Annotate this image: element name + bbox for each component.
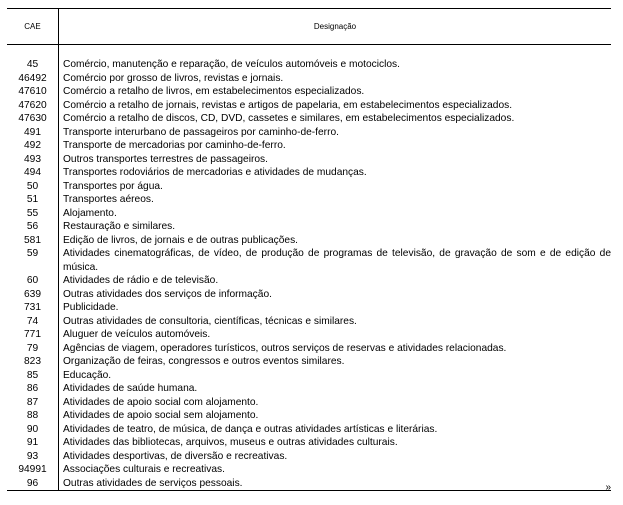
cae-code: 50 — [26, 180, 39, 192]
table-row — [7, 315, 611, 329]
cae-code: 79 — [26, 342, 39, 354]
designacao-text: Outras atividades dos serviços de informação. — [63, 288, 272, 300]
table-row — [7, 436, 611, 450]
designacao-text: Atividades de apoio social sem alojamento. — [63, 410, 259, 421]
cae-code: 46492 — [18, 72, 47, 84]
cae-code: 85 — [26, 369, 39, 381]
table-row — [7, 139, 611, 153]
cae-code: 91 — [26, 437, 39, 448]
table-row — [7, 153, 611, 167]
designacao-text: Aluguer de veículos automóveis. — [63, 329, 211, 340]
designacao-text: Comércio a retalho de livros, em estabelecimentos especializados. — [63, 86, 365, 97]
cae-table — [7, 8, 611, 491]
table-row — [7, 220, 611, 234]
cae-code: 93 — [26, 450, 39, 462]
cae-code: 47610 — [18, 86, 47, 97]
designacao-text: Comércio a retalho de jornais, revistas e artigos de papelaria, em estabelecimentos especializados. — [63, 99, 513, 111]
table-header — [7, 8, 611, 45]
table-row — [7, 463, 611, 477]
cae-code: 47620 — [18, 99, 47, 111]
designacao-text: Agências de viagem, operadores turísticos, outros serviços de reservas e atividades relacionadas. — [63, 342, 507, 354]
table-row — [7, 193, 611, 207]
table-row — [7, 423, 611, 437]
designacao-text: Atividades de saúde humana. — [63, 383, 198, 394]
table-row — [7, 409, 611, 423]
table-row — [7, 112, 611, 126]
table-row — [7, 72, 611, 86]
table-row — [7, 180, 611, 194]
designacao-text: Publicidade. — [63, 302, 119, 313]
designacao-text: Transportes aéreos. — [63, 194, 154, 205]
designacao-text: Outras atividades de consultoria, científicas, técnicas e similares. — [63, 315, 357, 327]
designacao-text: Organização de feiras, congressos e outros eventos similares. — [63, 356, 345, 367]
designacao-text: Transportes rodoviários de mercadorias e atividades de mudanças. — [63, 167, 367, 178]
table-row — [7, 382, 611, 396]
table-row — [7, 328, 611, 342]
designacao-text: Atividades de apoio social com alojamento. — [63, 396, 259, 408]
designacao-text: Educação. — [63, 369, 112, 381]
cae-code: 581 — [24, 234, 41, 246]
cae-code: 47630 — [18, 113, 47, 124]
table-body — [7, 45, 611, 491]
designacao-text: Atividades cinematográficas, de vídeo, de produção de programas de televisão, de gravação de som e de edição de música. — [63, 248, 611, 273]
designacao-text: Restauração e similares. — [63, 221, 176, 232]
table-row — [7, 450, 611, 464]
cae-code: 56 — [26, 221, 39, 232]
cae-code: 492 — [24, 140, 41, 151]
header-designacao: Designação — [313, 22, 357, 31]
cae-code: 493 — [24, 153, 41, 165]
designacao-text: Atividades de rádio e de televisão. — [63, 275, 219, 286]
table-row — [7, 234, 611, 248]
cae-code: 94991 — [18, 464, 47, 475]
table-row — [7, 369, 611, 383]
designacao-text: Atividades desportivas, de diversão e recreativas. — [63, 450, 288, 462]
cae-code: 823 — [24, 356, 41, 367]
cae-code: 639 — [24, 288, 41, 300]
cae-code: 55 — [26, 207, 39, 219]
cae-code: 90 — [26, 423, 39, 435]
cae-code: 86 — [26, 383, 39, 394]
cae-code: 96 — [26, 477, 39, 489]
header-cae: CAE — [7, 9, 59, 44]
table-row — [7, 477, 611, 491]
designacao-text: Atividades de teatro, de música, de dança e outras atividades artísticas e literárias. — [63, 423, 438, 435]
designacao-text: Edição de livros, de jornais e de outras publicações. — [63, 234, 299, 246]
designacao-text: Outros transportes terrestres de passageiros. — [63, 153, 268, 165]
table-row — [7, 58, 611, 72]
table-row — [7, 288, 611, 302]
designacao-text: Transporte de mercadorias por caminho-de-ferro. — [63, 140, 286, 151]
table-row — [7, 355, 611, 369]
cae-code: 491 — [24, 126, 41, 138]
continuation-mark: » — [605, 482, 611, 493]
cae-code: 731 — [24, 302, 41, 313]
designacao-text: Outras atividades de serviços pessoais. — [63, 477, 243, 489]
table-row — [7, 85, 611, 99]
cae-code: 59 — [26, 248, 39, 259]
designacao-text: Comércio, manutenção e reparação, de veículos automóveis e motociclos. — [63, 59, 400, 70]
table-row — [7, 166, 611, 180]
table-row — [7, 396, 611, 410]
designacao-text: Comércio por grosso de livros, revistas e jornais. — [63, 72, 284, 84]
cae-code: 87 — [26, 396, 39, 408]
designacao-text: Atividades das bibliotecas, arquivos, museus e outras atividades culturais. — [63, 437, 398, 448]
table-row — [7, 207, 611, 221]
cae-code: 771 — [24, 329, 41, 340]
table-row — [7, 126, 611, 140]
cae-code: 60 — [26, 275, 39, 286]
table-row — [7, 274, 611, 288]
designacao-text: Comércio a retalho de discos, CD, DVD, cassetes e similares, em estabelecimentos especializados. — [63, 113, 515, 124]
designacao-text: Transporte interurbano de passageiros por caminho-de-ferro. — [63, 126, 339, 138]
cae-code: 45 — [26, 59, 39, 70]
table-row — [7, 301, 611, 315]
cae-code: 74 — [26, 315, 39, 327]
cae-code: 88 — [26, 410, 39, 421]
table-row — [7, 99, 611, 113]
designacao-text: Transportes por água. — [63, 180, 163, 192]
table-row — [7, 342, 611, 356]
table-row — [7, 247, 611, 274]
designacao-text: Alojamento. — [63, 207, 117, 219]
cae-code: 494 — [24, 167, 41, 178]
cae-code: 51 — [26, 194, 39, 205]
designacao-text: Associações culturais e recreativas. — [63, 464, 225, 475]
